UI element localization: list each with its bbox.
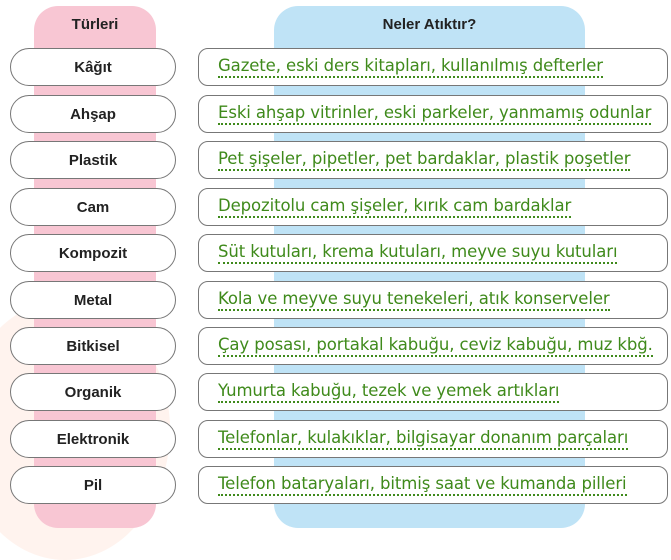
answer-text: Telefonlar, kulakıklar, bilgisayar donanım parçaları [218, 428, 628, 450]
type-label: Elektronik [10, 420, 176, 458]
answer-field[interactable] [198, 234, 668, 272]
table-row [0, 188, 671, 230]
type-label: Kâğıt [10, 48, 176, 86]
answer-text: Pet şişeler, pipetler, pet bardaklar, plastik poşetler [218, 149, 630, 171]
table-row [0, 373, 671, 415]
answer-field[interactable] [198, 48, 668, 86]
answer-field[interactable] [198, 141, 668, 179]
table-row [0, 141, 671, 183]
answer-text: Gazete, eski ders kitapları, kullanılmış defterler [218, 56, 603, 78]
type-label: Pil [10, 466, 176, 504]
answer-field[interactable] [198, 281, 668, 319]
table-row [0, 95, 671, 137]
answer-field[interactable] [198, 373, 668, 411]
type-label: Cam [10, 188, 176, 226]
type-label: Bitkisel [10, 327, 176, 365]
type-label: Kompozit [10, 234, 176, 272]
table-row [0, 234, 671, 276]
type-label: Ahşap [10, 95, 176, 133]
wastes-header: Neler Atıktır? [382, 16, 477, 33]
type-label: Organik [10, 373, 176, 411]
answer-text: Telefon bataryaları, bitmiş saat ve kumanda pilleri [218, 474, 627, 496]
answer-text: Kola ve meyve suyu tenekeleri, atık konserveler [218, 289, 610, 311]
answer-field[interactable] [198, 466, 668, 504]
answer-text: Depozitolu cam şişeler, kırık cam bardaklar [218, 196, 571, 218]
answer-field[interactable] [198, 420, 668, 458]
answer-text: Yumurta kabuğu, tezek ve yemek artıkları [218, 381, 559, 403]
table-row [0, 466, 671, 508]
table-row [0, 327, 671, 369]
table-row [0, 420, 671, 462]
answer-text: Çay posası, portakal kabuğu, ceviz kabuğu, muz kbğ. [218, 335, 653, 357]
types-header: Türleri [71, 16, 119, 33]
type-label: Plastik [10, 141, 176, 179]
answer-text: Süt kutuları, krema kutuları, meyve suyu kutuları [218, 242, 617, 264]
answer-field[interactable] [198, 327, 668, 365]
type-label: Metal [10, 281, 176, 319]
answer-field[interactable] [198, 95, 668, 133]
table-row [0, 281, 671, 323]
answer-field[interactable] [198, 188, 668, 226]
answer-text: Eski ahşap vitrinler, eski parkeler, yanmamış odunlar [218, 103, 651, 125]
table-row [0, 48, 671, 90]
